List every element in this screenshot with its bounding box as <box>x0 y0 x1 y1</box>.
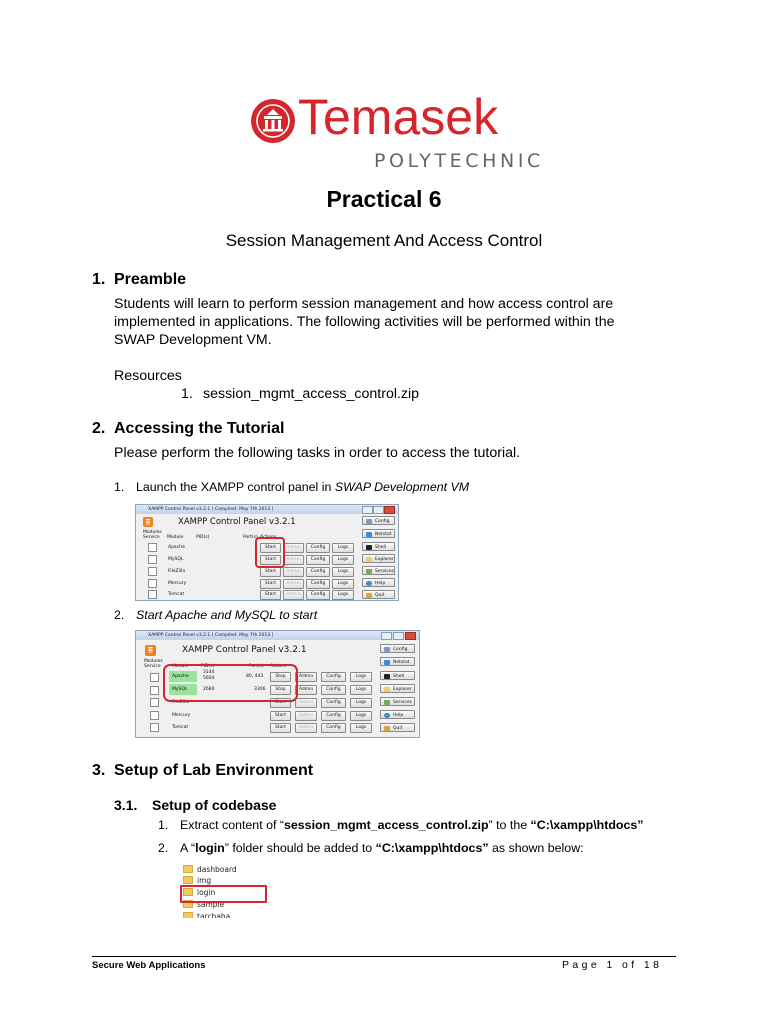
admin-button: Admin <box>295 711 317 721</box>
start-button: Start <box>260 567 281 577</box>
module-name: Tomcat <box>172 725 189 730</box>
ports-value: 80, 443 <box>246 674 264 679</box>
pid-value: 2684 <box>203 687 215 692</box>
header-ports: Port(s) <box>249 664 264 669</box>
window-titlebar: XAMPP Control Panel v3.2.1 [ Compiled: May 7th 2013 ] <box>136 505 398 514</box>
text-run: ” to the <box>488 818 531 832</box>
quit-icon <box>366 593 372 598</box>
side-quit-button <box>380 723 415 732</box>
preamble-line-2: implemented in applications. The following activities will be performed within the <box>114 314 615 330</box>
config-button: Config <box>321 685 346 695</box>
admin-button: Admin <box>283 590 304 600</box>
resources-label: Resources <box>114 368 182 384</box>
side-button-label: Services <box>393 700 412 705</box>
section-title: Preamble <box>114 271 187 288</box>
service-checkbox <box>150 723 159 732</box>
start-button: Start <box>270 698 291 708</box>
page-subtitle: Session Management And Access Control <box>225 231 543 250</box>
header-service: Service <box>144 664 161 669</box>
module-name: MySQL <box>168 557 184 562</box>
service-checkbox <box>148 543 157 552</box>
bold-text: “C:\xampp\htdocs” <box>375 841 489 855</box>
help-icon <box>366 581 372 586</box>
panel-title: XAMPP Control Panel v3.2.1 <box>178 517 296 527</box>
help-icon <box>384 713 390 718</box>
header-modules: Modules <box>144 659 163 664</box>
netstat-icon <box>384 660 390 665</box>
admin-button: Admin <box>295 723 317 733</box>
header-actions: Actions <box>270 664 287 669</box>
window-titlebar: XAMPP Control Panel v3.2.1 [ Compiled: May 7th 2013 ] <box>136 631 419 640</box>
service-checkbox <box>148 555 157 564</box>
list-number: 1. <box>158 818 169 832</box>
quit-icon <box>384 726 390 731</box>
logs-button: Logs <box>350 698 372 708</box>
side-button-label: Shell <box>375 545 386 550</box>
services-icon <box>366 569 372 574</box>
side-button-label: Help <box>393 713 404 718</box>
footer-page-number: Page 1 of 18 <box>562 959 663 971</box>
side-button-label: Netstat <box>393 660 410 665</box>
shell-icon <box>384 674 390 679</box>
step-1 <box>114 479 469 495</box>
module-name: Apache <box>172 674 189 679</box>
panel-title: XAMPP Control Panel v3.2.1 <box>182 645 307 655</box>
logs-button: Logs <box>332 555 354 565</box>
highlight-running-modules <box>163 664 298 702</box>
module-name: FileZilla <box>172 700 190 705</box>
logs-button: Logs <box>350 723 372 733</box>
header-actions: Actions <box>260 535 277 540</box>
setup-step-2 <box>158 840 584 856</box>
admin-button: Admin <box>295 685 317 695</box>
bold-text: login <box>195 841 225 855</box>
module-name: Mercury <box>168 581 187 586</box>
logs-button: Logs <box>332 543 354 553</box>
logs-button: Logs <box>350 685 372 695</box>
side-button-label: Config <box>393 647 408 652</box>
logs-button: Logs <box>332 590 354 600</box>
config-button: Config <box>306 590 330 600</box>
module-name: Apache <box>168 545 185 550</box>
section-3-heading <box>92 762 313 780</box>
admin-button: Admin <box>283 579 304 589</box>
side-button-label: Services <box>375 569 394 574</box>
folder-icon <box>366 557 372 562</box>
subsection-3-1-heading <box>114 797 276 813</box>
subsection-number: 3.1. <box>114 797 138 813</box>
temasek-logo <box>250 89 544 172</box>
close-icon <box>384 506 395 514</box>
section-number: 1. <box>92 271 106 288</box>
subsection-title: Setup of codebase <box>152 797 277 813</box>
list-number: 1. <box>181 386 193 402</box>
highlight-login-folder <box>180 885 267 903</box>
admin-button: Admin <box>283 555 304 565</box>
header-ports: Port(s) <box>243 535 258 540</box>
module-name: MySQL <box>172 687 188 692</box>
page-title: Practical 6 <box>326 186 442 212</box>
config-button: Config <box>321 723 346 733</box>
folder-name: tarchaha <box>197 912 231 918</box>
xampp-logo-icon: ≣ <box>145 645 156 656</box>
ports-value: 3306 <box>254 687 266 692</box>
tutorial-intro: Please perform the following tasks in order to access the tutorial. <box>114 445 521 461</box>
minimize-icon <box>381 632 392 640</box>
setup-step-1 <box>158 817 643 833</box>
module-name: Tomcat <box>168 592 185 597</box>
side-netstat-button <box>380 657 415 666</box>
minimize-icon <box>362 506 373 514</box>
folder-icon <box>183 876 193 884</box>
service-checkbox <box>148 579 157 588</box>
config-button: Config <box>306 567 330 577</box>
service-checkbox <box>150 686 159 695</box>
side-help-button <box>362 578 395 587</box>
highlight-start-buttons <box>255 537 285 568</box>
header-module: Module <box>167 535 184 540</box>
maximize-icon <box>393 632 404 640</box>
config-button: Config <box>306 579 330 589</box>
close-icon <box>405 632 416 640</box>
side-netstat-button <box>362 529 395 538</box>
start-button: Start <box>270 723 291 733</box>
config-button: Config <box>321 672 346 682</box>
folder-item <box>183 876 211 885</box>
stop-button: Stop <box>270 672 291 682</box>
side-button-label: Help <box>375 581 386 586</box>
side-config-button <box>380 644 415 653</box>
service-checkbox <box>150 673 159 682</box>
side-explorer-button <box>362 554 395 563</box>
header-module: Module <box>172 664 189 669</box>
folder-icon <box>183 865 193 873</box>
service-checkbox <box>148 590 157 599</box>
admin-button: Admin <box>283 567 304 577</box>
folder-icon <box>384 687 390 692</box>
step-text: Launch the XAMPP control panel in <box>136 480 335 494</box>
start-button: Start <box>260 590 281 600</box>
service-checkbox <box>150 698 159 707</box>
step-emphasis: Start Apache and MySQL to start <box>136 608 318 622</box>
side-button-label: Explorer <box>393 687 412 692</box>
resource-file-name: session_mgmt_access_control.zip <box>203 386 420 402</box>
preamble-line-3: SWAP Development VM. <box>114 332 272 348</box>
service-checkbox <box>150 711 159 720</box>
side-button-label: Config <box>375 519 390 524</box>
config-button: Config <box>321 698 346 708</box>
config-button: Config <box>306 543 330 553</box>
services-icon <box>384 700 390 705</box>
folder-name: sample <box>197 900 225 909</box>
header-pid: PID(s) <box>196 535 210 540</box>
bold-text: “C:\xampp\htdocs” <box>530 818 644 832</box>
header-modules: Modules <box>143 530 162 535</box>
pid-value: 3144 <box>203 670 215 675</box>
folder-name: login <box>197 888 216 897</box>
logs-button: Logs <box>332 567 354 577</box>
stop-button: Stop <box>270 685 291 695</box>
header-pid: PID(s) <box>201 664 215 669</box>
side-help-button <box>380 710 415 719</box>
xampp-logo-icon: ≣ <box>143 517 153 527</box>
text-run: ” folder should be added to <box>224 841 376 855</box>
admin-button: Admin <box>283 543 304 553</box>
admin-button: Admin <box>295 698 317 708</box>
side-button-label: Quit <box>375 593 385 598</box>
logo-wordmark: Temasek <box>298 89 499 145</box>
text-run: as shown below: <box>488 841 584 855</box>
folder-name: dashboard <box>197 865 237 874</box>
wrench-icon <box>366 519 372 524</box>
step-emphasis: SWAP Development VM <box>334 480 470 494</box>
side-config-button <box>362 516 395 525</box>
section-1-heading <box>92 271 186 289</box>
module-name: Mercury <box>172 713 191 718</box>
module-name: FileZilla <box>168 569 186 574</box>
preamble-line-1: Students will learn to perform session management and how access control are <box>114 296 614 312</box>
side-services-button <box>362 566 395 575</box>
side-button-label: Explorer <box>375 557 394 562</box>
logs-button: Logs <box>332 579 354 589</box>
logo-subtitle: POLYTECHNIC <box>374 150 544 172</box>
temasek-seal-icon <box>250 98 296 144</box>
pid-value: 5604 <box>203 676 215 681</box>
folder-item <box>183 912 230 918</box>
list-number: 2. <box>114 608 125 622</box>
maximize-icon <box>373 506 384 514</box>
section-number: 3. <box>92 762 106 779</box>
footer-divider <box>92 956 676 957</box>
side-quit-button <box>362 590 395 599</box>
bold-text: session_mgmt_access_control.zip <box>284 818 489 832</box>
folder-item <box>183 865 237 874</box>
side-button-label: Quit <box>393 726 403 731</box>
folder-icon <box>183 912 193 918</box>
side-explorer-button <box>380 684 415 693</box>
section-title: Accessing the Tutorial <box>114 420 285 437</box>
netstat-icon <box>366 532 372 537</box>
logs-button: Logs <box>350 711 372 721</box>
start-button: Start <box>260 543 281 553</box>
config-button: Config <box>306 555 330 565</box>
list-number: 2. <box>158 841 169 855</box>
section-number: 2. <box>92 420 106 437</box>
side-services-button <box>380 697 415 706</box>
start-button: Start <box>260 555 281 565</box>
section-title: Setup of Lab Environment <box>114 762 314 779</box>
shell-icon <box>366 545 372 550</box>
wrench-icon <box>384 647 390 652</box>
folder-name: img <box>197 876 212 885</box>
side-button-label: Shell <box>393 674 404 679</box>
side-shell-button <box>380 671 415 680</box>
logs-button: Logs <box>350 672 372 682</box>
text-run: Extract content of “ <box>180 818 284 832</box>
service-checkbox <box>148 567 157 576</box>
section-2-heading <box>92 420 284 438</box>
admin-button: Admin <box>295 672 317 682</box>
list-number: 1. <box>114 480 125 494</box>
config-button: Config <box>321 711 346 721</box>
step-2 <box>114 607 317 623</box>
text-run: A “ <box>180 841 196 855</box>
footer-course-name: Secure Web Applications <box>92 960 206 971</box>
start-button: Start <box>260 579 281 589</box>
header-service: Service <box>143 535 160 540</box>
start-button: Start <box>270 711 291 721</box>
side-shell-button <box>362 542 395 551</box>
resource-item-1 <box>181 385 419 403</box>
side-button-label: Netstat <box>375 532 392 537</box>
